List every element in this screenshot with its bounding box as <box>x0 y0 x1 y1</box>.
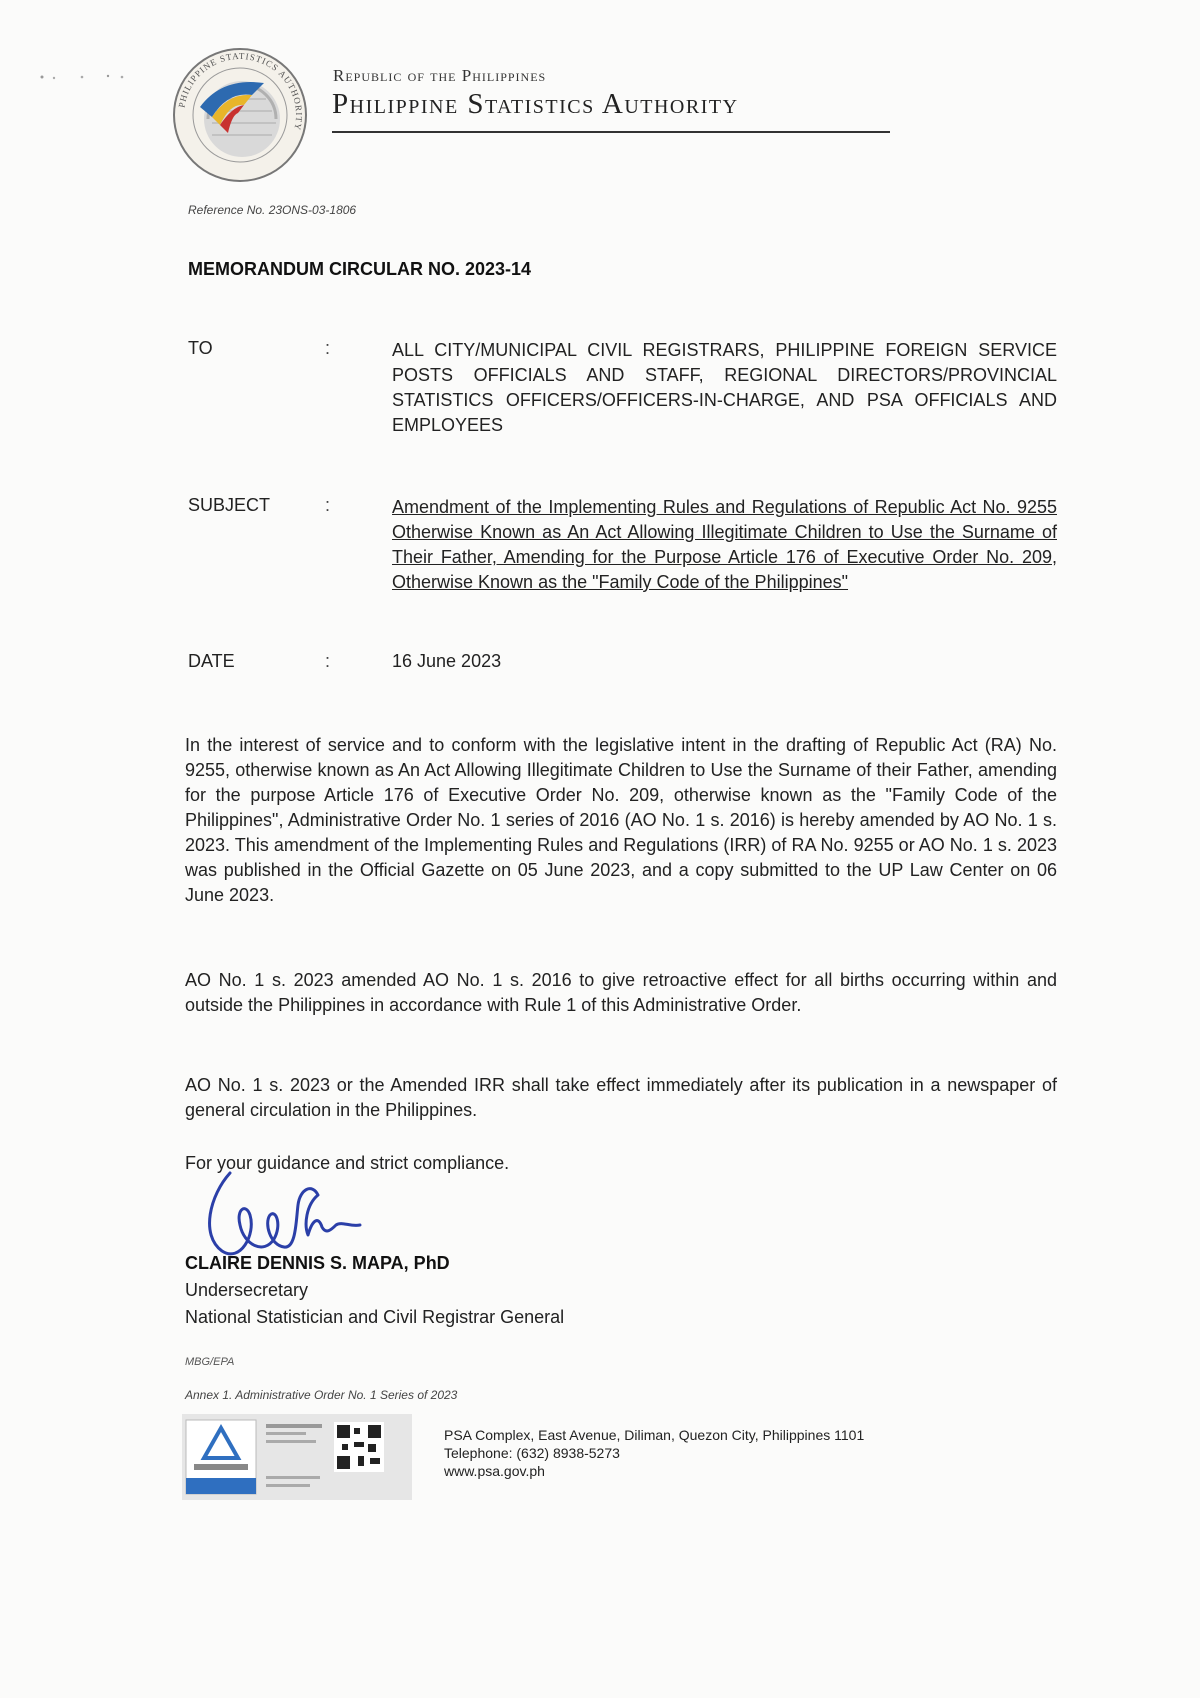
footer-telephone: Telephone: (632) 8938-5273 <box>444 1445 620 1461</box>
to-recipients: ALL CITY/MUNICIPAL CIVIL REGISTRARS, PHILIPPINE FOREIGN SERVICE POSTS OFFICIALS AND STAFF, REGIONAL DIRECTORS/PROVINCIAL STATISTICS OFFICERS/OFFICERS-IN-CHARGE, AND PSA OFFICIALS AND EMPLOYEES <box>392 340 1057 435</box>
closing-line: For your guidance and strict compliance. <box>185 1153 510 1173</box>
date-colon: : <box>325 651 331 671</box>
body-paragraph-1: In the interest of service and to conform with the legislative intent in the drafting of Republic Act (RA) No. 9255, otherwise known as An Act Allowing Illegitimate Children to Use the Surname of their Father, amending for the purpose Article 176 of Executive Order No. 209, otherwise known as the "Family Code of the Philippines", Administrative Order No. 1 series of 2016 (AO No. 1 s. 2016) is hereby amended by AO No. 1 s. 2023. This amendment of the Implementing Rules and Regulations (IRR) of RA No. 9255 or AO No. 1 s. 2023 was published in the Official Gazette on 05 June 2023, and a copy submitted to the UP Law Center on 06 June 2023. <box>185 735 1057 905</box>
header-republic: Republic of the Philippines <box>333 66 547 85</box>
memo-title: MEMORANDUM CIRCULAR NO. 2023-14 <box>188 259 532 279</box>
subject-label: SUBJECT <box>188 495 271 515</box>
iso-certification-badge <box>182 1414 412 1500</box>
svg-text:PHILIPPINE STATISTICS AUTHORIT: PHILIPPINE STATISTICS AUTHORITY <box>176 50 305 132</box>
signatory-title-1: Undersecretary <box>185 1280 309 1300</box>
footer-address: PSA Complex, East Avenue, Diliman, Quezon City, Philippines 1101 <box>444 1427 865 1443</box>
typist-initials: MBG/EPA <box>185 1356 235 1368</box>
annex-note: Annex 1. Administrative Order No. 1 Series of 2023 <box>185 1388 458 1402</box>
date-label: DATE <box>188 651 235 671</box>
footer-contact <box>444 1426 864 1480</box>
subject-text: Amendment of the Implementing Rules and Regulations of Republic Act No. 9255 Otherwise Known as An Act Allowing Illegitimate Children to Use the Surname of Their Father, Amending for the Purpose Article 176 of Executive Order No. 209, Otherwise Known as the "Family Code of the Philippines" <box>392 497 1057 592</box>
reference-number: Reference No. 23ONS-03-1806 <box>188 203 357 217</box>
signatory-name: CLAIRE DENNIS S. MAPA, PhD <box>185 1253 450 1273</box>
to-label: TO <box>188 338 213 358</box>
signature <box>200 1165 390 1265</box>
body-paragraph-3: AO No. 1 s. 2023 or the Amended IRR shall take effect immediately after its publication in a newspaper of general circulation in the Philippines. <box>185 1075 1057 1120</box>
header-rule <box>332 131 890 133</box>
to-colon: : <box>325 338 331 358</box>
scan-specks <box>38 68 128 74</box>
subject-colon: : <box>325 495 331 515</box>
footer-website: www.psa.gov.ph <box>444 1463 545 1479</box>
psa-logo <box>172 47 308 183</box>
header-agency: Philippine Statistics Authority <box>332 88 739 120</box>
date-value: 16 June 2023 <box>392 651 502 671</box>
signatory-title-2: National Statistician and Civil Registrar General <box>185 1307 565 1327</box>
body-paragraph-2: AO No. 1 s. 2023 amended AO No. 1 s. 2016 to give retroactive effect for all births occurring within and outside the Philippines in accordance with Rule 1 of this Administrative Order. <box>185 970 1057 1015</box>
